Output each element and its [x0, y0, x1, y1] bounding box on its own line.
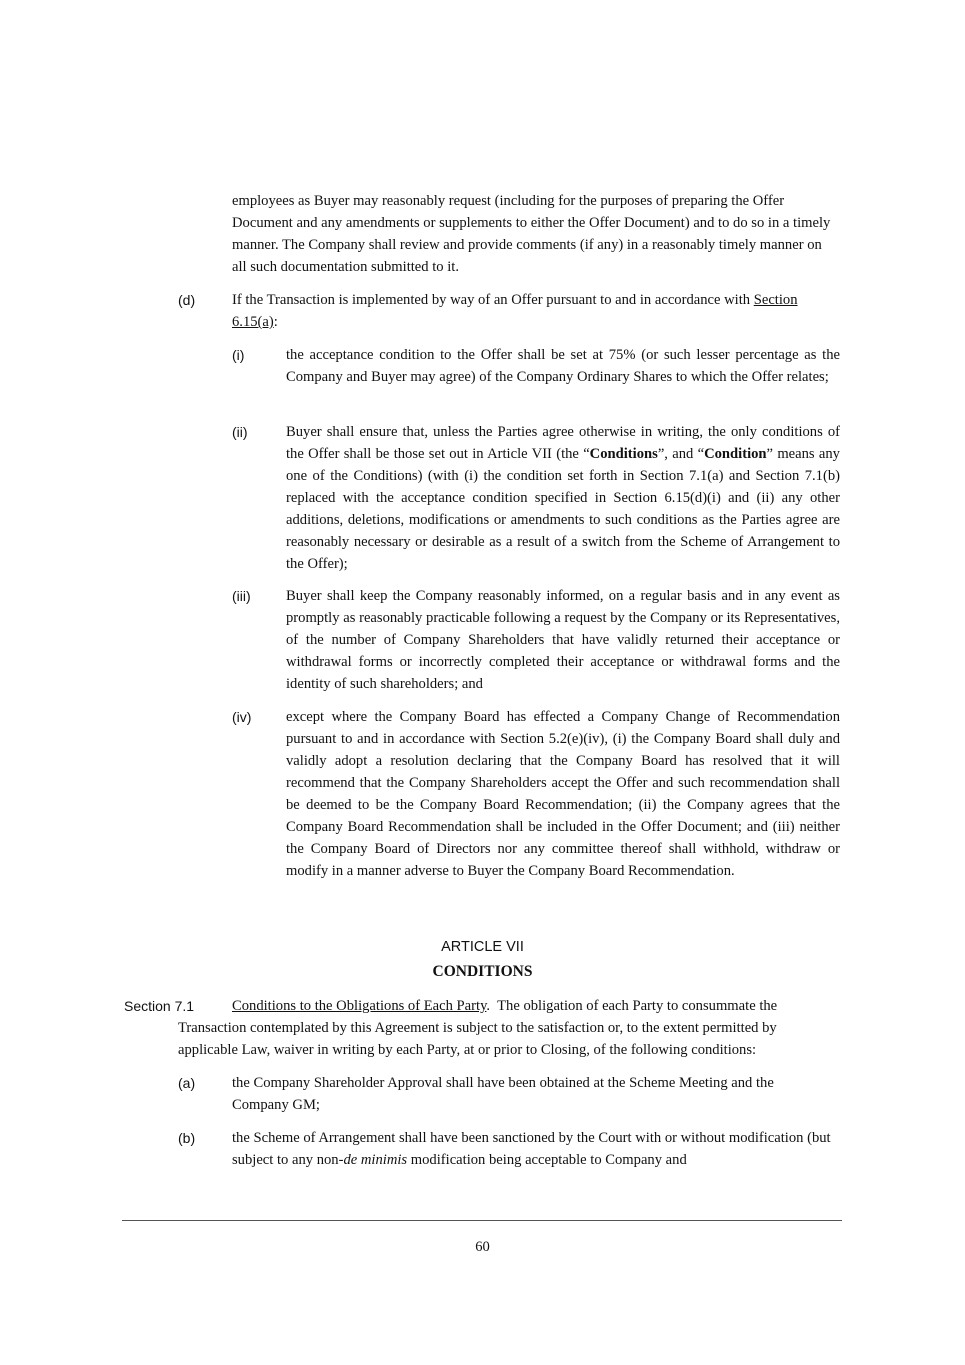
condition-b-label: (b) — [178, 1130, 196, 1146]
continuation-paragraph: employees as Buyer may reasonably request (including for the purposes of preparing the Offer Document and any amendments or supplements to either the Offer Document) and to do so in a timely manner. The Company shall review and provide comments (if any) in a reasonably timely manner on all such documentation submitted to it. — [232, 193, 831, 275]
subclause-i-label: (i) — [232, 347, 245, 363]
subclause-ii-text: Buyer shall ensure that, unless the Parties agree otherwise in writing, the only conditions of the Offer shall be those set out in Article VII (the “Conditions”, and “Condition” means any one of the Conditions) (with (i) the condition set forth in Section 7.1(a) and Section 7.1(b) replaced with the acceptance condition specified in Section 6.15(d)(i) and (ii) any other additions, deletions, modifications or amendments to such conditions as the Parties agree are reasonably necessary or desirable as a result of a switch from the Scheme of Arrangement to the Offer); — [286, 424, 840, 572]
article-title: CONDITIONS — [432, 963, 533, 980]
defined-term-condition: Condition — [704, 446, 767, 462]
section-7-1-text: Conditions to the Obligations of Each Party. The obligation of each Party to consummate the Transaction contemplated by this Agreement is subject to the satisfaction or, to the extent permitted by applicable Law, waiver in writing by each Party, at or prior to Closing, of the following conditions: — [178, 998, 781, 1058]
defined-term-conditions: Conditions — [589, 446, 658, 462]
subclause-iii-text: Buyer shall keep the Company reasonably informed, on a regular basis and in any event as promptly as reasonably practicable following a request by the Company or its Representatives, of the number of Company Shareholders that have validly returned their acceptance or withdrawal forms or incorrectly completed their acceptance or withdrawal forms and the identity of such shareholders; and — [286, 588, 840, 692]
subclause-iv-label: (iv) — [232, 709, 252, 725]
article-number: ARTICLE VII — [441, 939, 524, 955]
subclause-iii-label: (iii) — [232, 588, 251, 604]
subclause-i-text: the acceptance condition to the Offer shall be set at 75% (or such lesser percentage as the Company and Buyer may agree) of the Company Ordinary Shares to which the Offer relates; — [286, 347, 840, 385]
clause-d-label: (d) — [178, 292, 196, 308]
page-number: 60 — [475, 1239, 490, 1255]
section-6-15a-link[interactable]: Section 6.15(a) — [232, 292, 798, 330]
subclause-iv-text: except where the Company Board has effected a Company Change of Recommendation pursuant to and in accordance with Section 5.2(e)(iv), (i) the Company Board shall duly and validly adopt a resolution declaring that the Company Board has resolved that it will recommend that the Company Shareholders accept the Offer and such recommendation shall be deemed to be the Company Board Recommendation; (ii) the Company agrees that the Company Board Recommendation shall be included in the Offer Document; and (iii) neither the Company Board of Directors nor any committee thereof shall withhold, withdraw or modify in a manner adverse to Buyer the Company Board Recommendation. — [286, 709, 840, 879]
condition-a-label: (a) — [178, 1075, 196, 1091]
subclause-ii-label: (ii) — [232, 424, 248, 440]
condition-b-text: the Scheme of Arrangement shall have been sanctioned by the Court with or without modification (but subject to any non-de minimis modification being acceptable to Company and — [232, 1130, 831, 1168]
section-7-1-heading: Conditions to the Obligations of Each Party — [232, 998, 487, 1014]
section-7-1-label: Section 7.1 — [124, 998, 195, 1014]
condition-a-text: the Company Shareholder Approval shall have been obtained at the Scheme Meeting and the Company GM; — [232, 1075, 774, 1113]
clause-d-text: If the Transaction is implemented by way of an Offer pursuant to and in accordance with Section 6.15(a): — [232, 292, 798, 330]
footer-divider — [122, 1220, 842, 1221]
